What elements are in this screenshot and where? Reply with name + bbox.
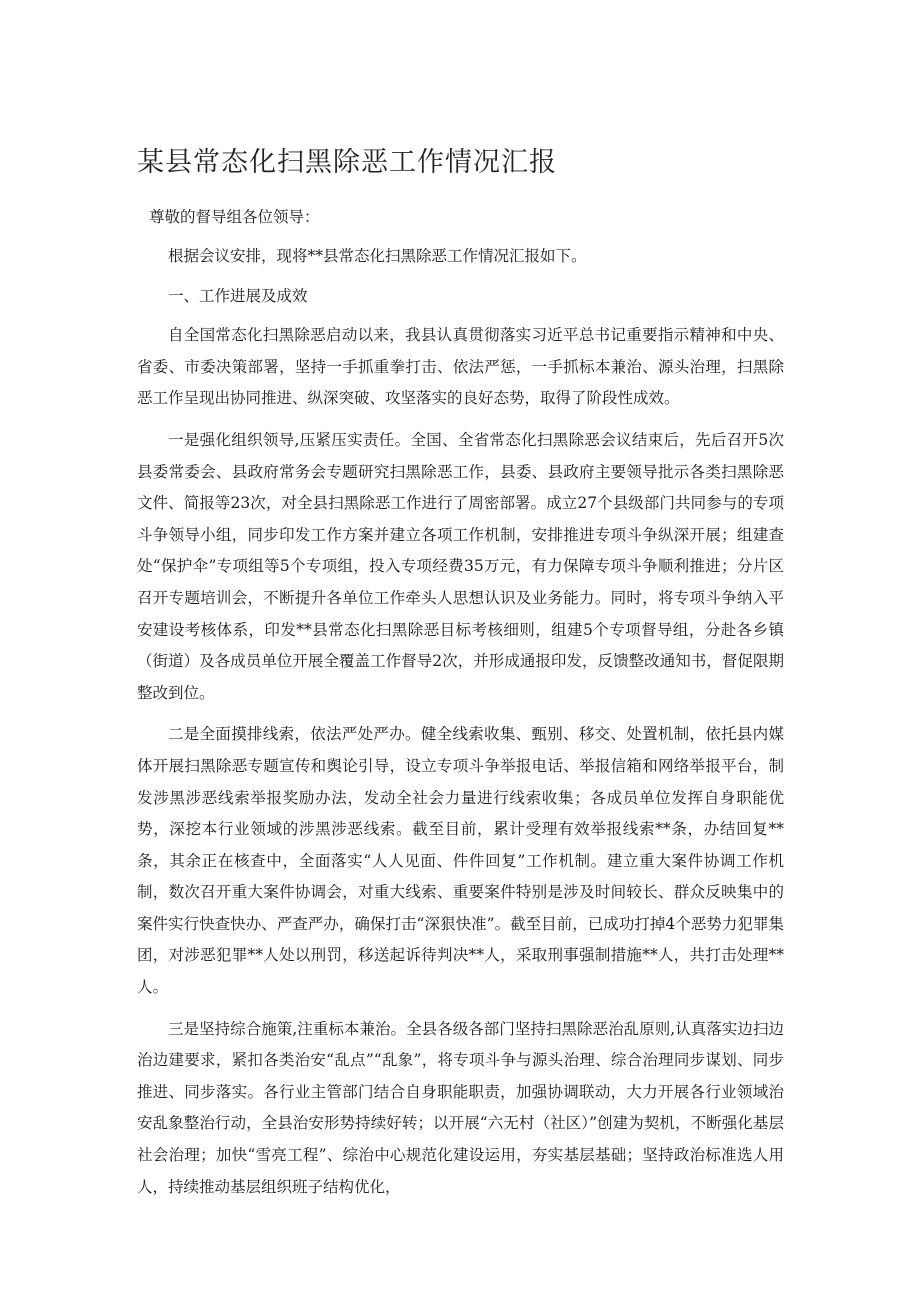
overview-paragraph: 自全国常态化扫黑除恶启动以来，我县认真贯彻落实习近平总书记重要指示精神和中央、省委、市委决策部署，坚持一手抓重拳打击、依法严惩，一手抓标本兼治、源头治理，扫黑除恶工作呈现出协同推进、纵深突破、攻坚落实的良好态势，取得了阶段性成效。	[137, 326, 784, 408]
point-one-paragraph	[137, 425, 784, 709]
point-one-lead: 一是强化组织领导,压紧压实责任。	[168, 430, 411, 449]
point-three-paragraph	[137, 1014, 784, 1204]
point-three-lead: 三是坚持综合施策,注重标本兼治。	[168, 1019, 407, 1038]
point-two-text: 健全线索收集、甄别、移交、处置机制，依托县内媒体开展扫黑除恶专题宣传和舆论引导，设立专项斗争举报电话、举报信箱和网络举报平台，制发涉黑涉恶线索举报奖励办法，发动全社会力量进行线索收集；各成员单位发挥自身职能优势，深挖本行业领域的涉黑涉恶线索。截至目前，累计受理有效举报线索**条，办结回复**条，其余正在核查中，全面落实“人人见面、件件回复”工作机制。建立重大案件协调工作机制，数次召开重大案件协调会，对重大线索、重要案件特别是涉及时间较长、群众反映集中的案件实行快查快办、严查严办，确保打击“深狠快准”。截至目前，已成功打掉4个恶势力犯罪集团，对涉恶犯罪**人处以刑罚，移送起诉待判决**人，采取刑事强制措施**人，共打击处理**人。	[137, 725, 784, 997]
document-body	[137, 202, 784, 1203]
point-one-text: 全国、全省常态化扫黑除恶会议结束后，先后召开5次县委常委会、县政府常务会专题研究扫黑除恶工作，县委、县政府主要领导批示各类扫黑除恶文件、简报等23次，对全县扫黑除恶工作进行了周密部署。成立27个县级部门共同参与的专项斗争领导小组，同步印发工作方案并建立各项工作机制，安排推进专项斗争纵深开展；组建查处“保护伞”专项组等5个专项组，投入专项经费35万元，有力保障专项斗争顺利推进；分片区召开专题培训会，不断提升各单位工作牵头人思想认识及业务能力。同时，将专项斗争纳入平安建设考核体系，印发**县常态化扫黑除恶目标考核细则，组建5个专项督导组，分赴各乡镇（街道）及各成员单位开展全覆盖工作督导2次，并形成通报印发，反馈整改通知书，督促限期整改到位。	[137, 430, 784, 702]
point-two-lead: 二是全面摸排线索，依法严处严办。	[168, 725, 421, 744]
salutation: 尊敬的督导组各位领导：	[149, 208, 320, 226]
point-three-text: 全县各级各部门坚持扫黑除恶治乱原则,认真落实边扫边治边建要求，紧扣各类治安“乱点”“乱象”，将专项斗争与源头治理、综合治理同步谋划、同步推进、同步落实。各行业主管部门结合自身职能职责，加强协调联动，大力开展各行业领域治安乱象整治行动，全县治安形势持续好转；以开展“六无村（社区）”创建为契机，不断强化基层社会治理；加快“雪亮工程”、综治中心规范化建设运用，夯实基层基础；坚持政治标准选人用人，持续推动基层组织班子结构优化，	[137, 1019, 784, 1196]
point-two-paragraph	[137, 719, 784, 1003]
intro-paragraph: 根据会议安排，现将**县常态化扫黑除恶工作情况汇报如下。	[168, 247, 587, 265]
document-title: 某县常态化扫黑除恶工作情况汇报	[137, 147, 557, 178]
section-heading: 一、工作进展及成效	[168, 286, 308, 305]
